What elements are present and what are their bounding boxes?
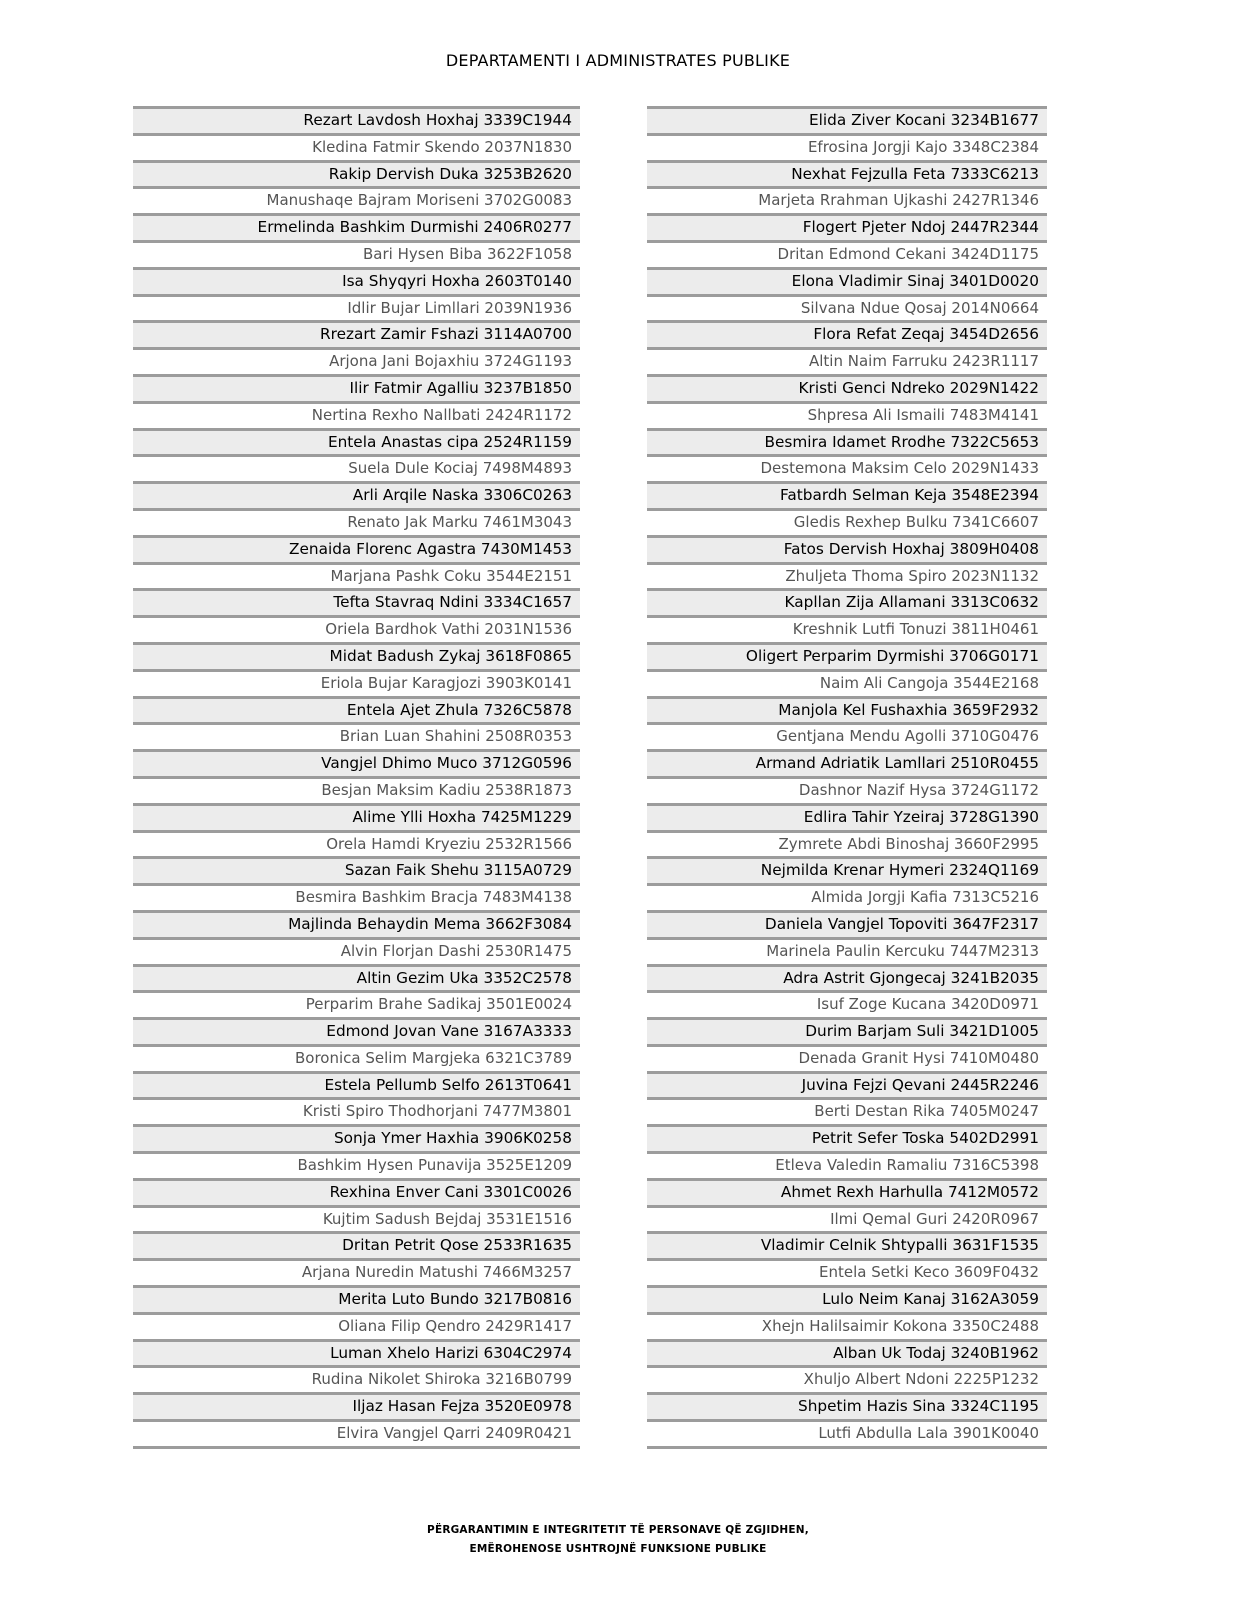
list-item: Efrosina Jorgji Kajo 3348C2384 <box>647 133 1047 160</box>
list-item: Rakip Dervish Duka 3253B2620 <box>133 160 580 187</box>
list-item: Kujtim Sadush Bejdaj 3531E1516 <box>133 1205 580 1232</box>
list-item: Gentjana Mendu Agolli 3710G0476 <box>647 722 1047 749</box>
list-item: Juvina Fejzi Qevani 2445R2246 <box>647 1071 1047 1098</box>
list-item: Majlinda Behaydin Mema 3662F3084 <box>133 910 580 937</box>
list-item: Vladimir Celnik Shtypalli 3631F1535 <box>647 1231 1047 1258</box>
list-item: Xhejn Halilsaimir Kokona 3350C2488 <box>647 1312 1047 1339</box>
list-item: Adra Astrit Gjongecaj 3241B2035 <box>647 964 1047 991</box>
list-item: Shpresa Ali Ismaili 7483M4141 <box>647 401 1047 428</box>
list-item: Eriola Bujar Karagjozi 3903K0141 <box>133 669 580 696</box>
list-item: Vangjel Dhimo Muco 3712G0596 <box>133 749 580 776</box>
list-item: Manjola Kel Fushaxhia 3659F2932 <box>647 696 1047 723</box>
list-item: Zymrete Abdi Binoshaj 3660F2995 <box>647 830 1047 857</box>
list-item: Entela Ajet Zhula 7326C5878 <box>133 696 580 723</box>
list-item: Lulo Neim Kanaj 3162A3059 <box>647 1285 1047 1312</box>
list-item: Almida Jorgji Kafia 7313C5216 <box>647 883 1047 910</box>
list-item: Altin Naim Farruku 2423R1117 <box>647 347 1047 374</box>
list-item: Marinela Paulin Kercuku 7447M2313 <box>647 937 1047 964</box>
list-item: Elona Vladimir Sinaj 3401D0020 <box>647 267 1047 294</box>
list-item: Isuf Zoge Kucana 3420D0971 <box>647 990 1047 1017</box>
list-item: Alban Uk Todaj 3240B1962 <box>647 1339 1047 1366</box>
list-item: Besmira Bashkim Bracja 7483M4138 <box>133 883 580 910</box>
list-item: Boronica Selim Margjeka 6321C3789 <box>133 1044 580 1071</box>
list-item: Altin Gezim Uka 3352C2578 <box>133 964 580 991</box>
list-item: Midat Badush Zykaj 3618F0865 <box>133 642 580 669</box>
list-item: Kristi Genci Ndreko 2029N1422 <box>647 374 1047 401</box>
list-item: Naim Ali Cangoja 3544E2168 <box>647 669 1047 696</box>
list-item: Arjana Nuredin Matushi 7466M3257 <box>133 1258 580 1285</box>
page-footer <box>0 1521 1236 1559</box>
footer-line-1: PËRGARANTIMIN E INTEGRITETIT TË PERSONAVE QË ZGJIDHEN, <box>427 1524 809 1536</box>
list-item: Sonja Ymer Haxhia 3906K0258 <box>133 1124 580 1151</box>
list-item: Besjan Maksim Kadiu 2538R1873 <box>133 776 580 803</box>
list-item: Alime Ylli Hoxha 7425M1229 <box>133 803 580 830</box>
list-item: Marjeta Rrahman Ujkashi 2427R1346 <box>647 186 1047 213</box>
list-item: Bari Hysen Biba 3622F1058 <box>133 240 580 267</box>
list-item: Oriela Bardhok Vathi 2031N1536 <box>133 615 580 642</box>
page-header: DEPARTAMENTI I ADMINISTRATES PUBLIKE <box>445 51 791 70</box>
list-item: Edmond Jovan Vane 3167A3333 <box>133 1017 580 1044</box>
list-item: Etleva Valedin Ramaliu 7316C5398 <box>647 1151 1047 1178</box>
list-item: Iljaz Hasan Fejza 3520E0978 <box>133 1392 580 1419</box>
list-item: Lutfi Abdulla Lala 3901K0040 <box>647 1419 1047 1446</box>
list-item: Ermelinda Bashkim Durmishi 2406R0277 <box>133 213 580 240</box>
list-item: Rexhina Enver Cani 3301C0026 <box>133 1178 580 1205</box>
list-item: Rezart Lavdosh Hoxhaj 3339C1944 <box>133 106 580 133</box>
list-item: Nejmilda Krenar Hymeri 2324Q1169 <box>647 856 1047 883</box>
list-item: Rudina Nikolet Shiroka 3216B0799 <box>133 1365 580 1392</box>
list-item: Arli Arqile Naska 3306C0263 <box>133 481 580 508</box>
right-name-list <box>647 106 1047 1449</box>
list-item: Denada Granit Hysi 7410M0480 <box>647 1044 1047 1071</box>
list-item: Oliana Filip Qendro 2429R1417 <box>133 1312 580 1339</box>
footer-line-2: EMËROHENOSE USHTROJNË FUNKSIONE PUBLIKE <box>469 1543 767 1555</box>
list-item: Dritan Petrit Qose 2533R1635 <box>133 1231 580 1258</box>
list-item: Nertina Rexho Nallbati 2424R1172 <box>133 401 580 428</box>
list-item: Bashkim Hysen Punavija 3525E1209 <box>133 1151 580 1178</box>
list-item: Arjona Jani Bojaxhiu 3724G1193 <box>133 347 580 374</box>
list-item: Edlira Tahir Yzeiraj 3728G1390 <box>647 803 1047 830</box>
left-name-list <box>133 106 580 1449</box>
list-item: Kapllan Zija Allamani 3313C0632 <box>647 588 1047 615</box>
list-item: Flogert Pjeter Ndoj 2447R2344 <box>647 213 1047 240</box>
list-item: Luman Xhelo Harizi 6304C2974 <box>133 1339 580 1366</box>
list-item: Petrit Sefer Toska 5402D2991 <box>647 1124 1047 1151</box>
list-item: Gledis Rexhep Bulku 7341C6607 <box>647 508 1047 535</box>
list-item: Flora Refat Zeqaj 3454D2656 <box>647 320 1047 347</box>
list-item: Daniela Vangjel Topoviti 3647F2317 <box>647 910 1047 937</box>
list-item: Zenaida Florenc Agastra 7430M1453 <box>133 535 580 562</box>
list-item: Brian Luan Shahini 2508R0353 <box>133 722 580 749</box>
list-item: Alvin Florjan Dashi 2530R1475 <box>133 937 580 964</box>
list-item: Dashnor Nazif Hysa 3724G1172 <box>647 776 1047 803</box>
list-item: Besmira Idamet Rrodhe 7322C5653 <box>647 428 1047 455</box>
list-item: Xhuljo Albert Ndoni 2225P1232 <box>647 1365 1047 1392</box>
list-item: Kristi Spiro Thodhorjani 7477M3801 <box>133 1097 580 1124</box>
list-item: Ahmet Rexh Harhulla 7412M0572 <box>647 1178 1047 1205</box>
column-bottom-rule <box>133 1446 580 1449</box>
list-item: Fatos Dervish Hoxhaj 3809H0408 <box>647 535 1047 562</box>
list-item: Ilir Fatmir Agalliu 3237B1850 <box>133 374 580 401</box>
list-item: Isa Shyqyri Hoxha 2603T0140 <box>133 267 580 294</box>
list-item: Suela Dule Kociaj 7498M4893 <box>133 454 580 481</box>
list-item: Ilmi Qemal Guri 2420R0967 <box>647 1205 1047 1232</box>
list-item: Elida Ziver Kocani 3234B1677 <box>647 106 1047 133</box>
list-item: Berti Destan Rika 7405M0247 <box>647 1097 1047 1124</box>
list-item: Armand Adriatik Lamllari 2510R0455 <box>647 749 1047 776</box>
list-item: Fatbardh Selman Keja 3548E2394 <box>647 481 1047 508</box>
list-item: Renato Jak Marku 7461M3043 <box>133 508 580 535</box>
list-item: Destemona Maksim Celo 2029N1433 <box>647 454 1047 481</box>
list-item: Rrezart Zamir Fshazi 3114A0700 <box>133 320 580 347</box>
list-item: Manushaqe Bajram Moriseni 3702G0083 <box>133 186 580 213</box>
list-item: Perparim Brahe Sadikaj 3501E0024 <box>133 990 580 1017</box>
list-item: Sazan Faik Shehu 3115A0729 <box>133 856 580 883</box>
list-item: Nexhat Fejzulla Feta 7333C6213 <box>647 160 1047 187</box>
list-item: Merita Luto Bundo 3217B0816 <box>133 1285 580 1312</box>
list-item: Kreshnik Lutfi Tonuzi 3811H0461 <box>647 615 1047 642</box>
list-item: Entela Anastas cipa 2524R1159 <box>133 428 580 455</box>
list-item: Marjana Pashk Coku 3544E2151 <box>133 562 580 589</box>
list-item: Tefta Stavraq Ndini 3334C1657 <box>133 588 580 615</box>
column-bottom-rule <box>647 1446 1047 1449</box>
list-item: Entela Setki Keco 3609F0432 <box>647 1258 1047 1285</box>
list-item: Zhuljeta Thoma Spiro 2023N1132 <box>647 562 1047 589</box>
list-item: Oligert Perparim Dyrmishi 3706G0171 <box>647 642 1047 669</box>
list-item: Dritan Edmond Cekani 3424D1175 <box>647 240 1047 267</box>
list-item: Idlir Bujar Limllari 2039N1936 <box>133 294 580 321</box>
list-item: Kledina Fatmir Skendo 2037N1830 <box>133 133 580 160</box>
list-item: Shpetim Hazis Sina 3324C1195 <box>647 1392 1047 1419</box>
list-item: Elvira Vangjel Qarri 2409R0421 <box>133 1419 580 1446</box>
list-item: Orela Hamdi Kryeziu 2532R1566 <box>133 830 580 857</box>
list-item: Durim Barjam Suli 3421D1005 <box>647 1017 1047 1044</box>
list-item: Silvana Ndue Qosaj 2014N0664 <box>647 294 1047 321</box>
list-item: Estela Pellumb Selfo 2613T0641 <box>133 1071 580 1098</box>
